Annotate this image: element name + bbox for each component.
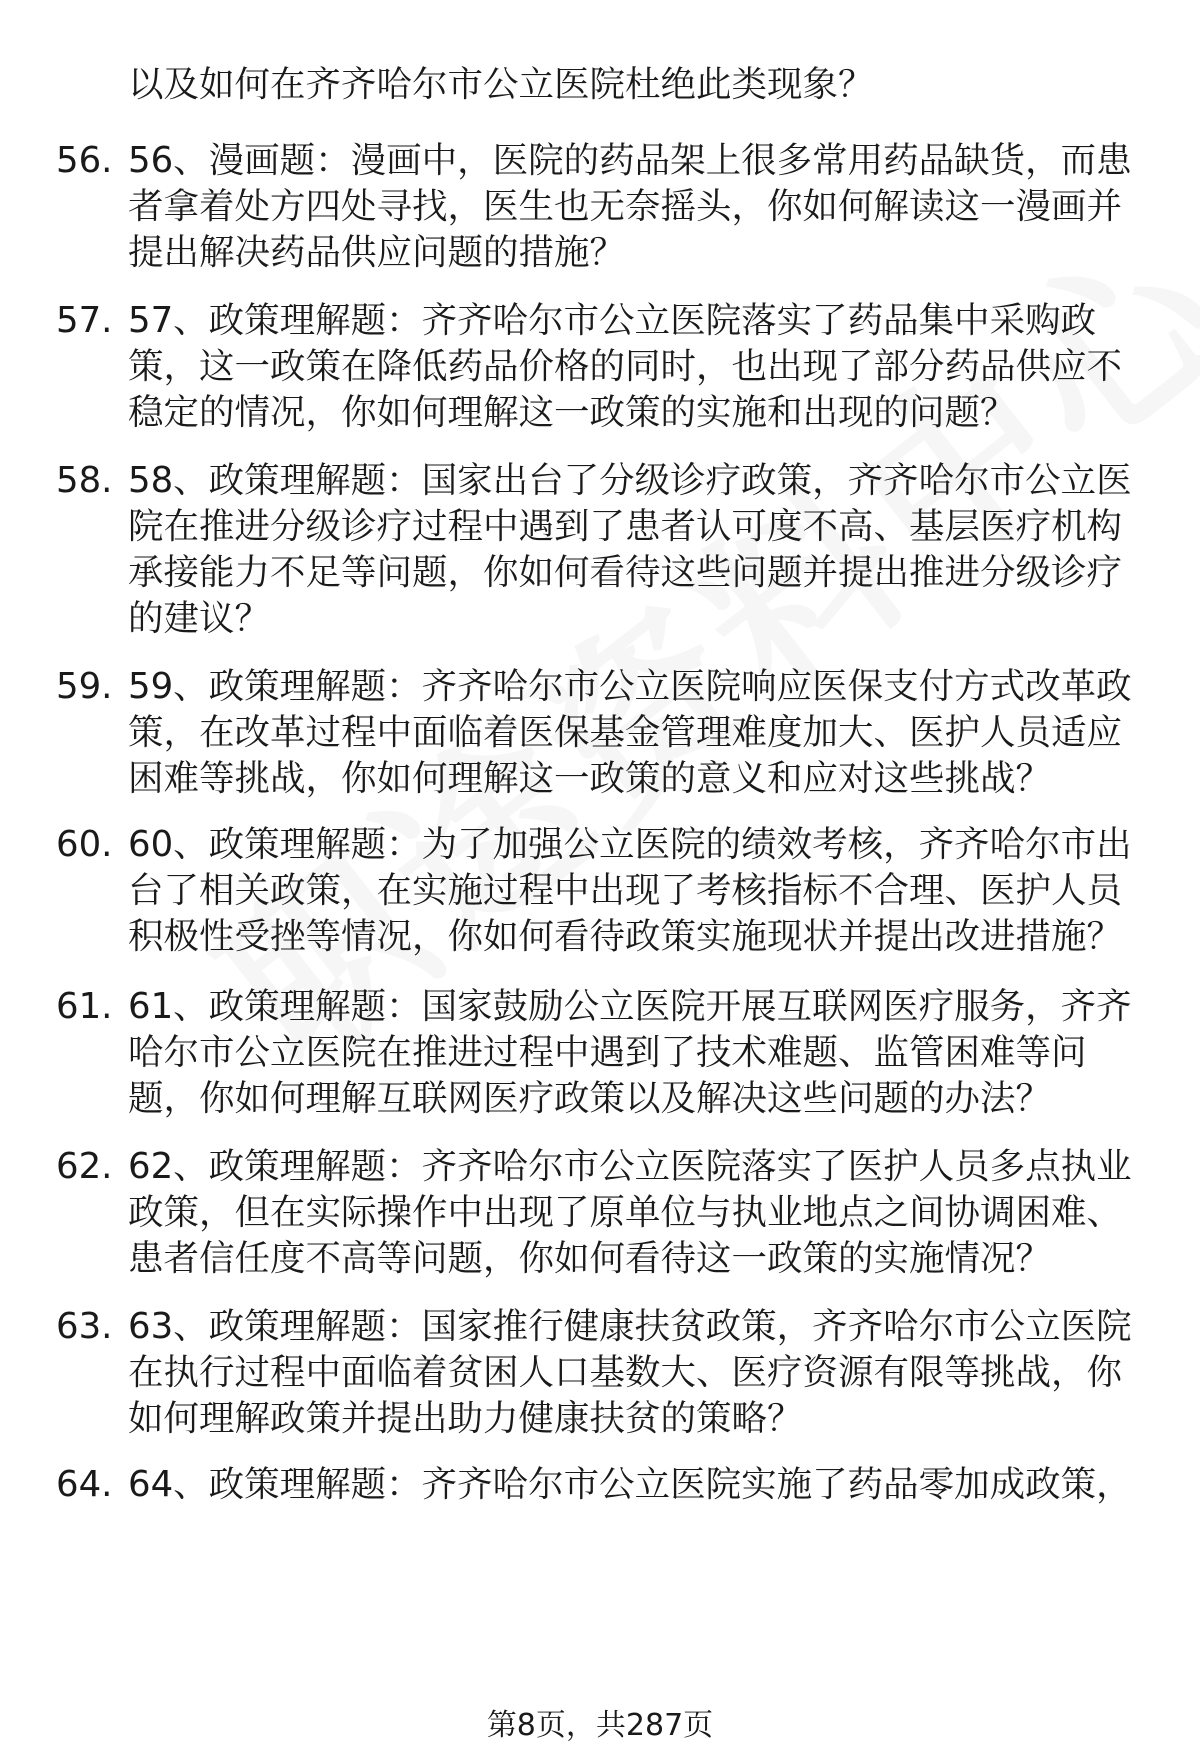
question-text: 60、政策理解题：为了加强公立医院的绩效考核，齐齐哈尔市出台了相关政策，在实施过程中出现了考核指标不合理、医护人员积极性受挫等情况，你如何看待政策实施现状并提出改进措施？ [128,824,1132,957]
question-text: 61、政策理解题：国家鼓励公立医院开展互联网医疗服务，齐齐哈尔市公立医院在推进过程中遇到了技术难题、监管困难等问题，你如何理解互联网医疗政策以及解决这些问题的办法？ [128,986,1132,1119]
question-number: 64. [56,1464,113,1505]
question-text: 63、政策理解题：国家推行健康扶贫政策，齐齐哈尔市公立医院在执行过程中面临着贫困人口基数大、医疗资源有限等挑战，你如何理解政策并提出助力健康扶贫的策略？ [128,1306,1132,1439]
question-number: 58. [56,460,113,501]
question-number: 56. [56,140,113,181]
question-text: 62、政策理解题：齐齐哈尔市公立医院落实了医护人员多点执业政策，但在实际操作中出现了原单位与执业地点之间协调困难、患者信任度不高等问题，你如何看待这一政策的实施情况？ [128,1146,1132,1279]
question-number: 63. [56,1306,113,1347]
question-text: 57、政策理解题：齐齐哈尔市公立医院落实了药品集中采购政策，这一政策在降低药品价格的同时，也出现了部分药品供应不稳定的情况，你如何理解这一政策的实施和出现的问题？ [128,300,1123,433]
question-text: 58、政策理解题：国家出台了分级诊疗政策，齐齐哈尔市公立医院在推进分级诊疗过程中遇到了患者认可度不高、基层医疗机构承接能力不足等问题，你如何看待这些问题并提出推进分级诊疗的建议？ [128,460,1132,639]
page-footer: 第8页，共287页 [486,1708,714,1743]
question-text: 56、漫画题：漫画中，医院的药品架上很多常用药品缺货，而患者拿着处方四处寻找，医生也无奈摇头，你如何解读这一漫画并提出解决药品供应问题的措施？ [128,140,1132,273]
question-text: 59、政策理解题：齐齐哈尔市公立医院响应医保支付方式改革政策，在改革过程中面临着医保基金管理难度加大、医护人员适应困难等挑战，你如何理解这一政策的意义和应对这些挑战？ [128,666,1132,799]
question-number: 57. [56,300,113,341]
question-number: 61. [56,986,113,1027]
question-number: 62. [56,1146,113,1187]
question-number: 59. [56,666,113,707]
question-number: 60. [56,824,113,865]
continuation-text: 以及如何在齐齐哈尔市公立医院杜绝此类现象？ [128,64,874,105]
question-text: 64、政策理解题：齐齐哈尔市公立医院实施了药品零加成政策， [128,1464,1132,1505]
